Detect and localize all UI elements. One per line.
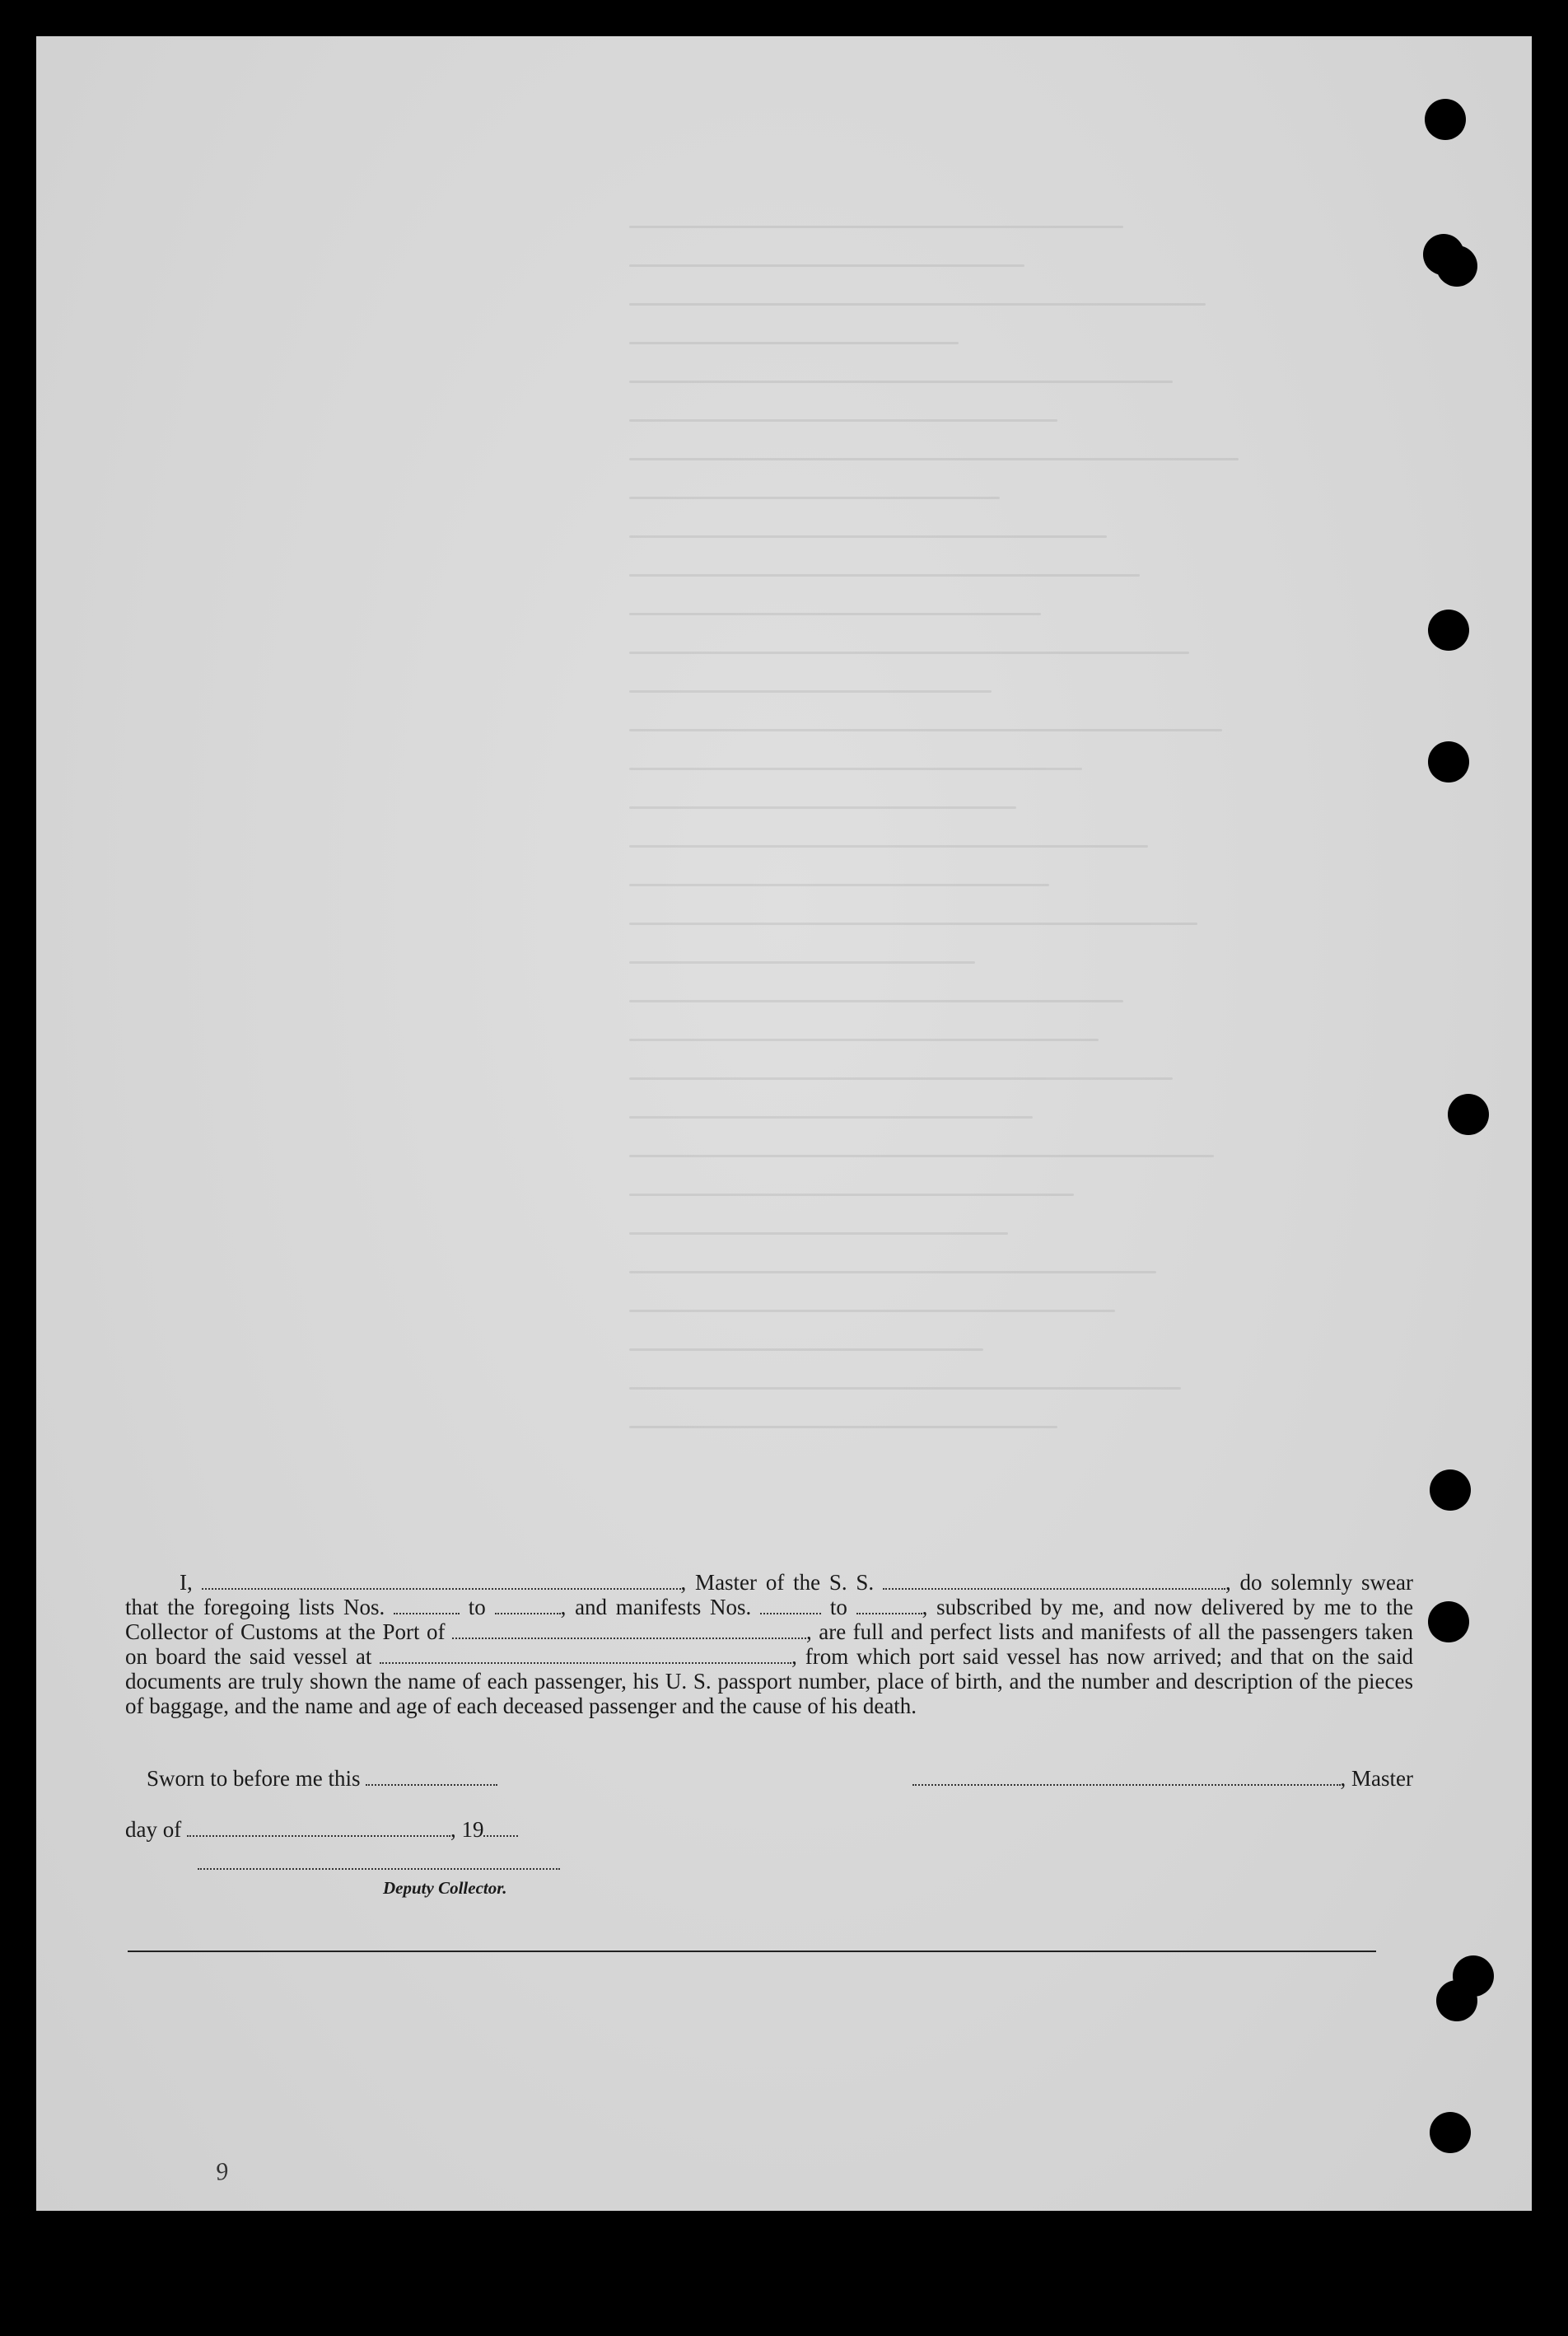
punch-hole [1448,1094,1489,1135]
sworn-row [125,1766,1413,1796]
and-manifests-text: , and manifests Nos. [560,1595,752,1619]
oath-intro: I, [180,1570,193,1595]
punch-hole [1428,610,1469,651]
to-text: to [829,1595,847,1619]
punch-hole [1436,1980,1477,2021]
from-which-text: , from which [791,1644,911,1669]
form-page [36,36,1532,2211]
swear-lists-text: swear that the foregoing lists Nos. [125,1570,1414,1619]
to-text: to [468,1595,486,1619]
sworn-label: Sworn to before me this [147,1766,361,1791]
punch-hole [1428,1601,1469,1642]
manifests-from-blank[interactable] [760,1596,821,1614]
punch-hole [1430,2112,1471,2153]
punch-hole [1430,1469,1471,1511]
bleed-through-text [629,226,1453,1626]
day-row [125,1817,518,1843]
oath-paragraph [125,1570,1413,1718]
year-blank[interactable] [483,1819,518,1837]
margin-mark: 9 [213,2157,231,2186]
subscribed-text: , subscribed by me, and now [922,1595,1192,1619]
deputy-collector-label: Deputy Collector. [383,1878,507,1898]
punch-hole [1425,99,1466,140]
departure-port-blank[interactable] [380,1646,791,1664]
do-solemnly-text: , do solemnly [1225,1570,1353,1595]
deputy-signature-line[interactable] [198,1868,560,1870]
delivered-text: delivered by me to the Collector of Customs at the Port of [125,1595,1414,1644]
punch-hole [1428,741,1469,783]
master-signature-line[interactable] [912,1768,1341,1786]
master-label: , Master [1340,1766,1413,1791]
port-blank[interactable] [452,1621,806,1639]
master-name-blank[interactable] [202,1572,681,1590]
manifests-all-text: manifests of all the passengers taken on board the said vessel at [125,1619,1413,1669]
full-perfect-text: , are full and perfect lists and [805,1619,1074,1644]
divider-rule [128,1951,1376,1952]
master-of-ss-text: , Master of the S. S. [680,1570,875,1595]
day-of-label: day of [125,1817,182,1842]
lists-to-blank[interactable] [495,1596,561,1614]
punch-hole [1436,245,1477,287]
vessel-name-blank[interactable] [883,1572,1225,1590]
year-prefix: , 19 [450,1817,484,1842]
manifests-to-blank[interactable] [856,1596,922,1614]
oath-body-text: port said vessel has now arrived; and that on the said documents are truly shown the name of each passenger, his U. S. passport number, place of birth, and the number and description of the pieces of baggage, and the name and age of each deceased passenger and the cause of his death. [125,1644,1414,1718]
lists-from-blank[interactable] [394,1596,460,1614]
sworn-date-blank[interactable] [366,1768,497,1786]
day-of-blank[interactable] [187,1819,450,1837]
